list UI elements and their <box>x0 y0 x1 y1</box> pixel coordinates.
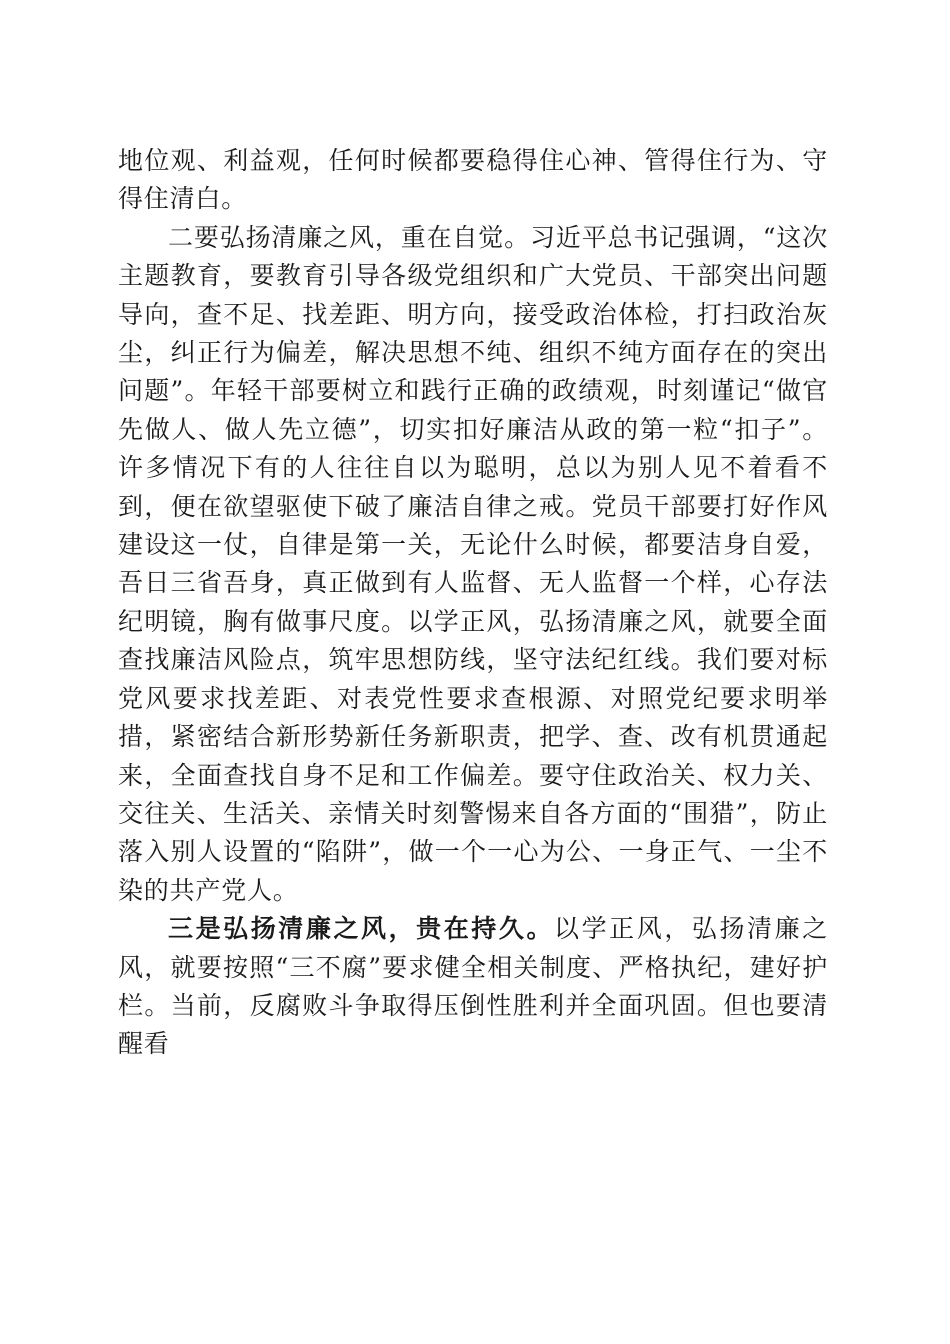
paragraph-lead-heading: 三是弘扬清廉之风，贵在持久。 <box>168 914 555 944</box>
paragraph-continuation <box>118 142 828 219</box>
paragraph-text: 二要弘扬清廉之风，重在自觉。习近平总书记强调，“这次主题教育，要教育引导各级党组织和广大党员、干部突出问题导向，查不足、找差距、明方向，接受政治体检，打扫政治灰尘，纠正行为偏差，解决思想不纯、组织不纯方面存在的突出问题”。年轻干部要树立和践行正确的政绩观，时刻谨记“做官先做人、做人先立德”，切实扣好廉洁从政的第一粒“扣子”。许多情况下有的人往往自以为聪明，总以为别人见不着看不到，便在欲望驱使下破了廉洁自律之戒。党员干部要打好作风建设这一仗，自律是第一关，无论什么时候，都要洁身自爱，吾日三省吾身，真正做到有人监督、无人监督一个样，心存法纪明镜，胸有做事尺度。以学正风，弘扬清廉之风，就要全面查找廉洁风险点，筑牢思想防线，坚守法纪红线。我们要对标党风要求找差距、对表党性要求查根源、对照党纪要求明举措，紧密结合新形势新任务新职责，把学、查、改有机贯通起来，全面查找自身不足和工作偏差。要守住政治关、权力关、交往关、生活关、亲情关时刻警惕来自各方面的“围猎”，防止落入别人设置的“陷阱”，做一个一心为公、一身正气、一尘不染的共产党人。 <box>118 222 828 905</box>
paragraph-text: 地位观、利益观，任何时候都要稳得住心神、管得住行为、守得住清白。 <box>118 146 828 214</box>
paragraph-three <box>118 910 828 1064</box>
document-body <box>118 142 828 1064</box>
paragraph-text: 以学正风，弘扬清廉之风，就要按照“三不腐”要求健全相关制度、严格执纪，建好护栏。当前，反腐败斗争取得压倒性胜利并全面巩固。但也要清醒看 <box>118 914 828 1059</box>
paragraph-two <box>118 219 828 910</box>
